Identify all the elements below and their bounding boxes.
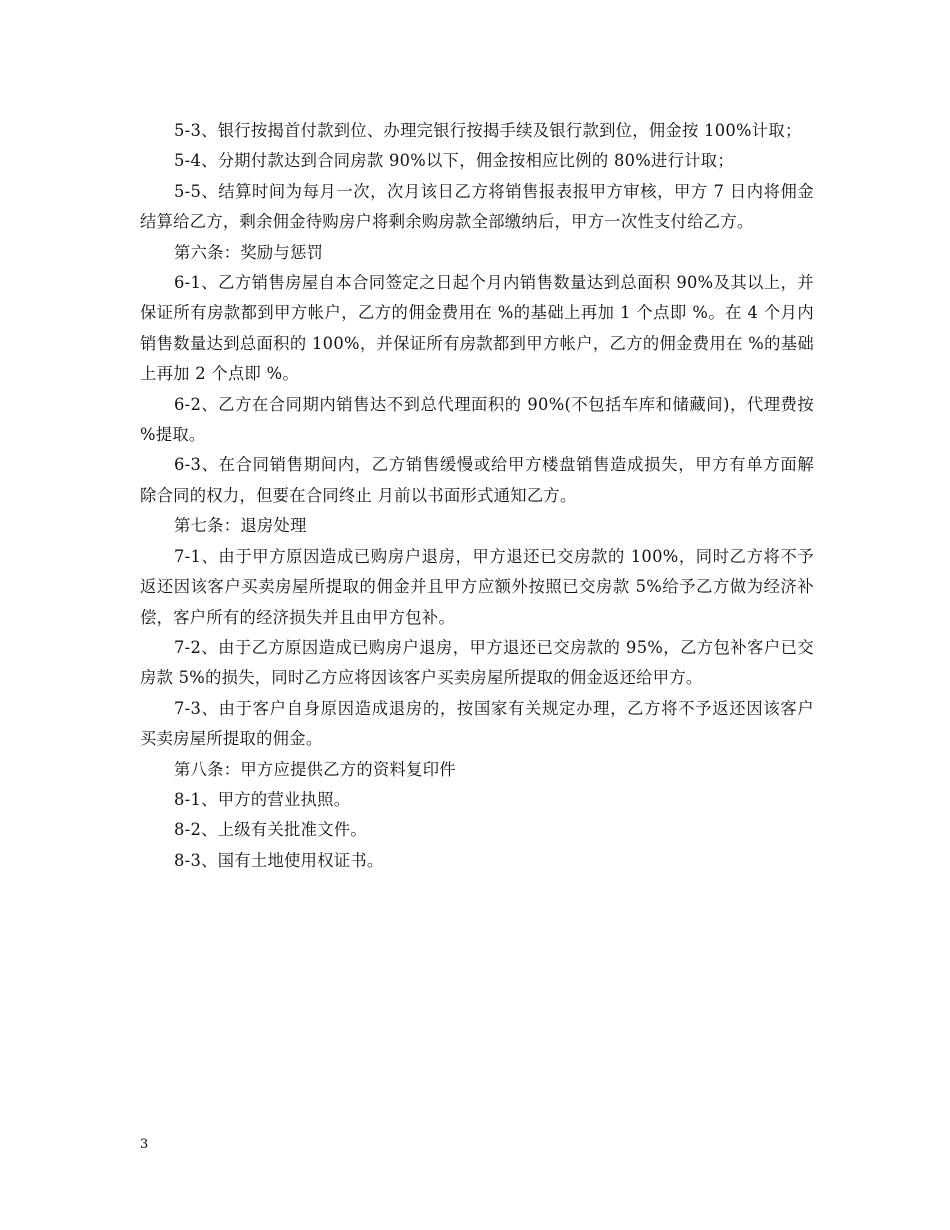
page-number: 3 — [140, 1137, 149, 1152]
clause-5-3: 5-3、银行按揭首付款到位、办理完银行按揭手续及银行款到位，佣金按 100%计取； — [174, 121, 802, 140]
clause-8-2: 8-2、上级有关批准文件。 — [174, 820, 367, 840]
clause-7-1: 7-1、由于甲方原因造成已购房户退房，甲方退还已交房款的 100%，同时乙方将不予返还因该客户买卖房屋所提取的佣金并且甲方应额外按照已交房款 5%给予乙方做为经济补偿，客户所有的经济损失并且由甲方包补。 — [140, 546, 814, 627]
clause-5-5: 5-5、结算时间为每月一次，次月该日乙方将销售报表报甲方审核，甲方 7 日内将佣金结算给乙方，剩余佣金待购房户将剩余购房款全部缴纳后，甲方一次性支付给乙方。 — [140, 181, 814, 232]
clause-8-1: 8-1、甲方的营业执照。 — [174, 789, 351, 809]
article-6-heading: 第六条：奖励与惩罚 — [174, 242, 324, 262]
clause-5-4: 5-4、分期付款达到合同房款 90%以下，佣金按相应比例的 80%进行计取； — [174, 151, 734, 171]
article-8-heading: 第八条：甲方应提供乙方的资料复印件 — [174, 759, 456, 779]
clause-6-3: 6-3、在合同销售期间内，乙方销售缓慢或给甲方楼盘销售造成损失，甲方有单方面解除合同的权力，但要在合同终止 月前以书面形式通知乙方。 — [140, 455, 814, 505]
clause-7-2: 7-2、由于乙方原因造成已购房户退房，甲方退还已交房款的 95%，乙方包补客户已交房款 5%的损失，同时乙方应将因该客户买卖房屋所提取的佣金返还给甲方。 — [140, 637, 814, 688]
clause-6-1: 6-1、乙方销售房屋自本合同签定之日起个月内销售数量达到总面积 90%及其以上，并保证所有房款都到甲方帐户，乙方的佣金费用在 %的基础上再加 1 个点即 %。在 4 个月内销售数量达到总面积的 100%，并保证所有房款都到甲方帐户，乙方的佣金费用在 %的基础上再加 2 个点即 %。 — [140, 273, 814, 384]
clause-6-2: 6-2、乙方在合同期内销售达不到总代理面积的 90%(不包括车库和储藏间)，代理费按 %提取。 — [140, 394, 814, 445]
article-7-heading: 第七条：退房处理 — [174, 516, 307, 536]
document-body — [140, 116, 814, 876]
clause-7-3: 7-3、由于客户自身原因造成退房的，按国家有关规定办理，乙方将不予返还因该客户买卖房屋所提取的佣金。 — [140, 698, 814, 749]
clause-8-3: 8-3、国有土地使用权证书。 — [174, 850, 384, 870]
